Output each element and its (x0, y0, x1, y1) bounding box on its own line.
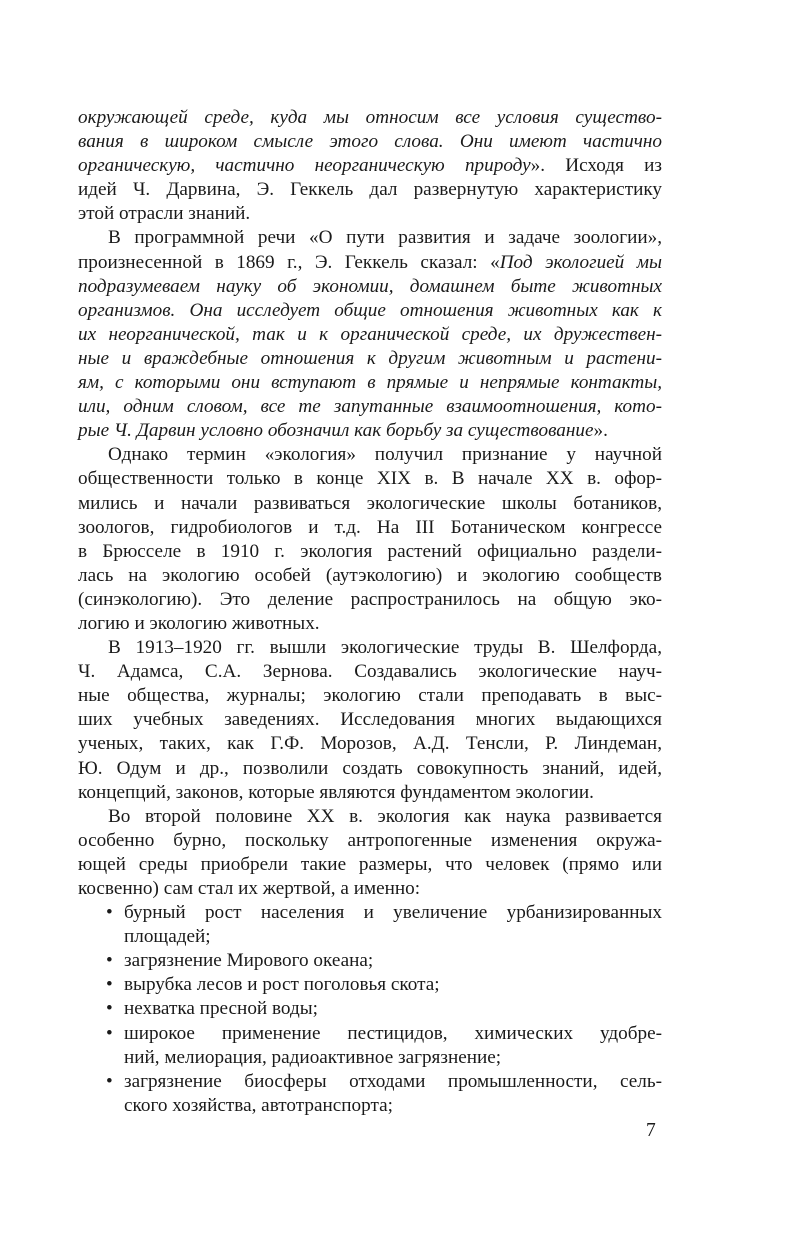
text-line: ших учебных заведениях. Исследования многих выдающихся (78, 709, 662, 731)
paragraph-ecology-works (78, 636, 662, 805)
bullet-item (78, 1022, 662, 1070)
paragraph-term-recognition (78, 443, 662, 636)
text-line: особенно бурно, поскольку антропогенные изменения окружа- (78, 829, 662, 851)
text-line: В 1913–1920 гг. вышли экологические труды В. Шелфорда, (108, 637, 662, 659)
text-line: лась на экологию особей (аутэкологию) и экологию сообществ (78, 564, 662, 586)
text-line: организмов. Она исследует общие отношения животных как к (78, 299, 662, 321)
bullet-line: • загрязнение биосферы отходами промышленности, сель- (78, 1070, 662, 1094)
text-line: мились и начали развиваться экологические школы ботаников, (78, 492, 662, 514)
bullet-item (78, 949, 662, 973)
text-line: рые Ч. Дарвин условно обозначил как борьбу за существование». (78, 420, 608, 442)
text-line: произнесенной в 1869 г., Э. Геккель сказал: «Под экологией мы (78, 251, 662, 273)
paragraph-haeckel-intro (78, 106, 662, 226)
bullet-item (78, 1070, 662, 1118)
bullet-line: площадей; (124, 926, 211, 948)
text-line: подразумеваем науку об экономии, домашнем быте животных (78, 275, 662, 297)
text-line: Ч. Адамса, С.А. Зернова. Создавались экологические науч- (78, 661, 662, 683)
text-line: идей Ч. Дарвина, Э. Геккель дал развернутую характеристику (78, 179, 662, 201)
text-line: окружающей среде, куда мы относим все условия существо- (78, 107, 662, 128)
text-line: косвенно) сам стал их жертвой, а именно: (78, 878, 421, 899)
text-line: Однако термин «экология» получил признание у научной (108, 444, 662, 466)
text-line: этой отрасли знаний. (78, 203, 251, 225)
bullet-line: • нехватка пресной воды; (78, 997, 662, 1021)
text-line: ные общества, журналы; экологию стали преподавать в выс- (78, 685, 662, 707)
bullet-list (78, 901, 662, 1118)
paragraph-second-half-xx (78, 805, 662, 901)
bullet-line: • загрязнение Мирового океана; (78, 949, 662, 973)
paragraph-haeckel-speech (78, 226, 662, 443)
bullet-line: ний, мелиорация, радиоактивное загрязнение; (124, 1046, 502, 1068)
text-line: В программной речи «О пути развития и задаче зоологии», (108, 227, 662, 249)
bullet-line: • бурный рост населения и увеличение урбанизированных (78, 901, 662, 925)
text-line: в Брюсселе в 1910 г. экология растений официально раздели- (78, 540, 662, 562)
page-number: 7 (646, 1120, 656, 1141)
text-line: ющей среды приобрели такие размеры, что человек (прямо или (78, 853, 662, 875)
bullet-item (78, 901, 662, 949)
text-line: концепций, законов, которые являются фундаментом экологии. (78, 781, 594, 803)
text-line: вания в широком смысле этого слова. Они имеют частично (78, 131, 662, 153)
bullet-line: • вырубка лесов и рост поголовья скота; (78, 973, 662, 997)
text-line: Во второй половине XX в. экология как наука развивается (108, 805, 662, 827)
text-line: органическую, частично неорганическую природу». Исходя из (78, 155, 662, 177)
text-line: или, одним словом, все те запутанные взаимоотношения, кото- (78, 396, 662, 418)
text-line: ученых, таких, как Г.Ф. Морозов, А.Д. Тенсли, Р. Линдеман, (78, 733, 662, 755)
text-line: (синэкологию). Это деление распространилось на общую эко- (78, 588, 662, 610)
text-line: общественности только в конце XIX в. В начале XX в. офор- (78, 468, 662, 490)
bullet-line: • широкое применение пестицидов, химических удобре- (78, 1022, 662, 1046)
bullet-item (78, 973, 662, 997)
bullet-item (78, 997, 662, 1021)
text-line: логию и экологию животных. (78, 612, 320, 634)
bullet-line: ского хозяйства, автотранспорта; (124, 1094, 393, 1116)
text-line: их неорганической, так и к органической среде, их дружествен- (78, 323, 662, 345)
page-body (78, 106, 662, 1118)
text-line: ные и враждебные отношения к другим животным и растени- (78, 347, 662, 369)
text-line: Ю. Одум и др., позволили создать совокупность знаний, идей, (78, 757, 662, 779)
text-line: зоологов, гидробиологов и т.д. На III Ботаническом конгрессе (78, 516, 662, 538)
text-line: ям, с которыми они вступают в прямые и непрямые контакты, (78, 372, 662, 394)
